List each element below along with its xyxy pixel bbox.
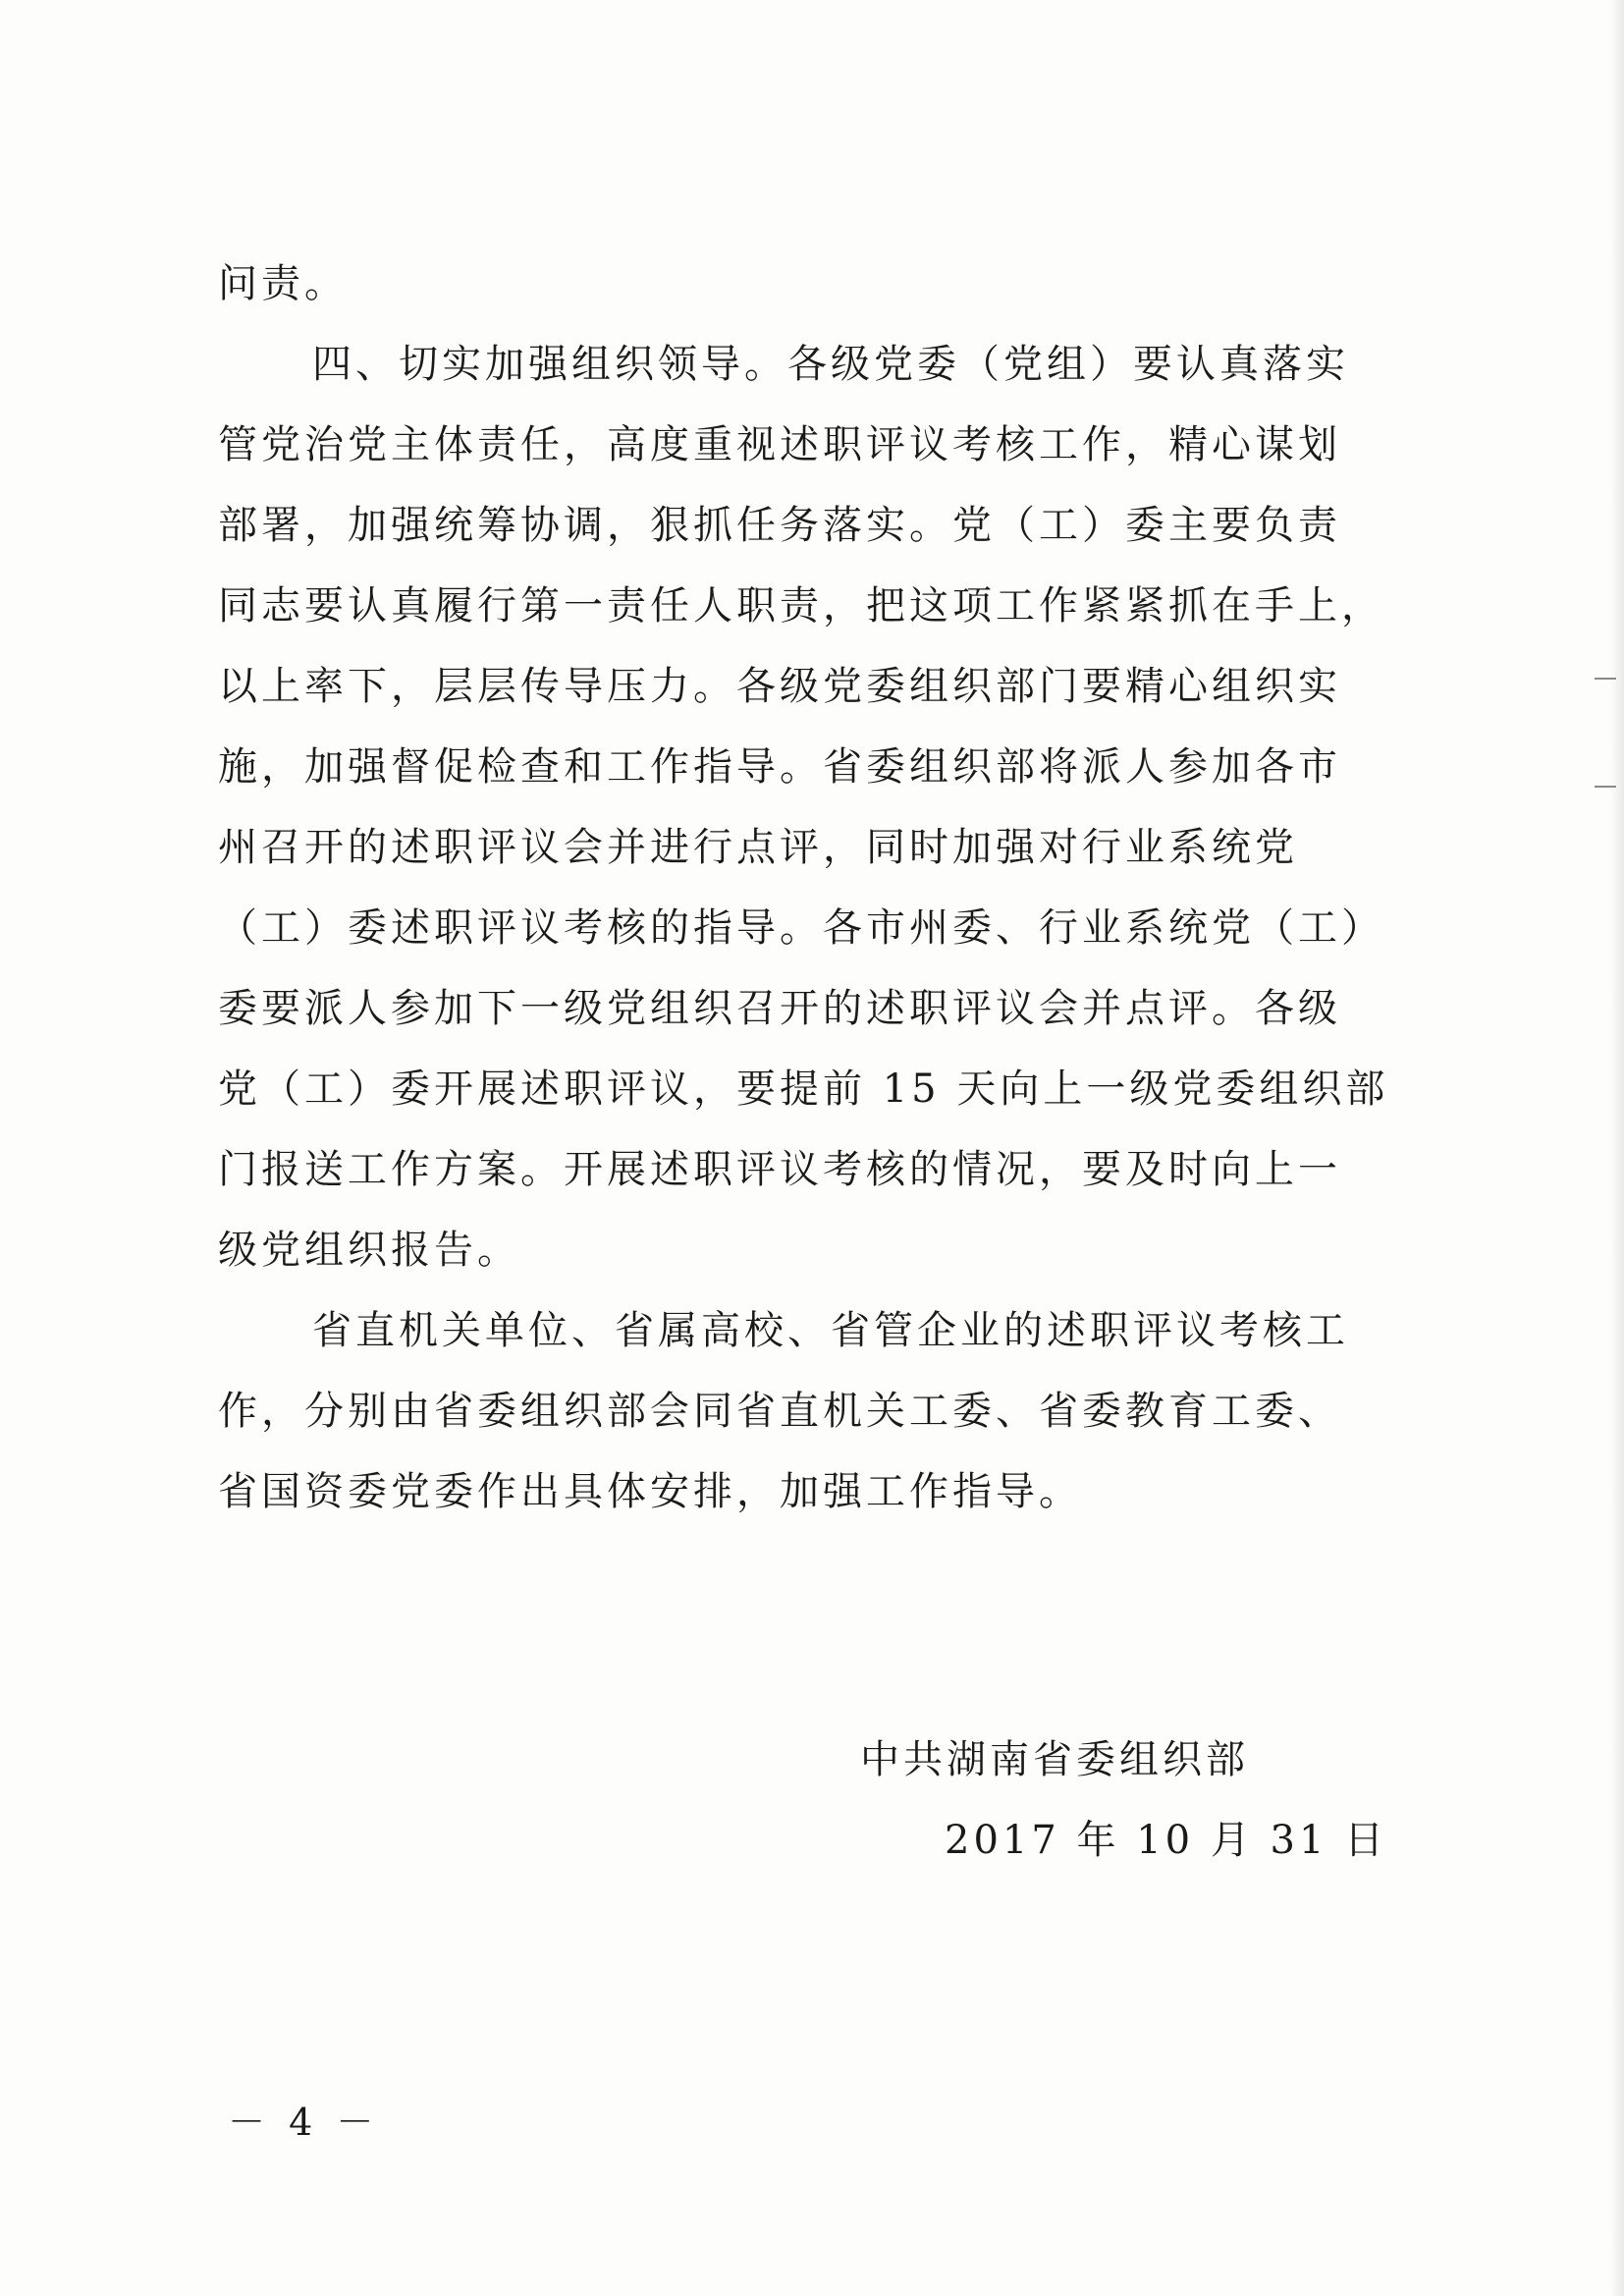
signature-date: 2017 年 10 月 31 日	[945, 1818, 1388, 1863]
body-line: 问责。	[218, 261, 348, 306]
body-line: （工）委述职评议考核的指导。各市州委、行业系统党（工）	[218, 905, 1384, 951]
body-line: 施，加强督促检查和工作指导。省委组织部将派人参加各市	[218, 744, 1341, 790]
body-line: 以上率下，层层传导压力。各级党委组织部门要精心组织实	[218, 664, 1341, 709]
body-line: 部署，加强统筹协调，狠抓任务落实。党（工）委主要负责	[218, 503, 1341, 548]
scan-edge-shadow	[1610, 0, 1624, 2296]
signature-organization: 中共湖南省委组织部	[860, 1737, 1249, 1782]
margin-mark	[1595, 678, 1616, 680]
body-line: 级党组织报告。	[218, 1228, 520, 1273]
body-line: 省国资委党委作出具体安排，加强工作指导。	[218, 1469, 1082, 1514]
body-line: 党（工）委开展述职评议，要提前 15 天向上一级党委组织部	[218, 1066, 1389, 1112]
body-line: 门报送工作方案。开展述职评议考核的情况，要及时向上一	[218, 1147, 1341, 1192]
body-line: 省直机关单位、省属高校、省管企业的述职评议考核工	[312, 1308, 1349, 1353]
body-line: 委要派人参加下一级党组织召开的述职评议会并点评。各级	[218, 986, 1341, 1031]
body-line: 四、切实加强组织领导。各级党委（党组）要认真落实	[312, 342, 1349, 387]
margin-mark	[1595, 786, 1616, 788]
body-line: 作，分别由省委组织部会同省直机关工委、省委教育工委、	[218, 1389, 1341, 1434]
body-line: 管党治党主体责任，高度重视述职评议考核工作，精心谋划	[218, 422, 1341, 467]
body-line: 同志要认真履行第一责任人职责，把这项工作紧紧抓在手上，	[218, 583, 1384, 629]
page-number: － 4 －	[228, 2101, 380, 2144]
document-body	[218, 244, 1389, 1532]
body-line: 州召开的述职评议会并进行点评，同时加强对行业系统党	[218, 825, 1298, 870]
